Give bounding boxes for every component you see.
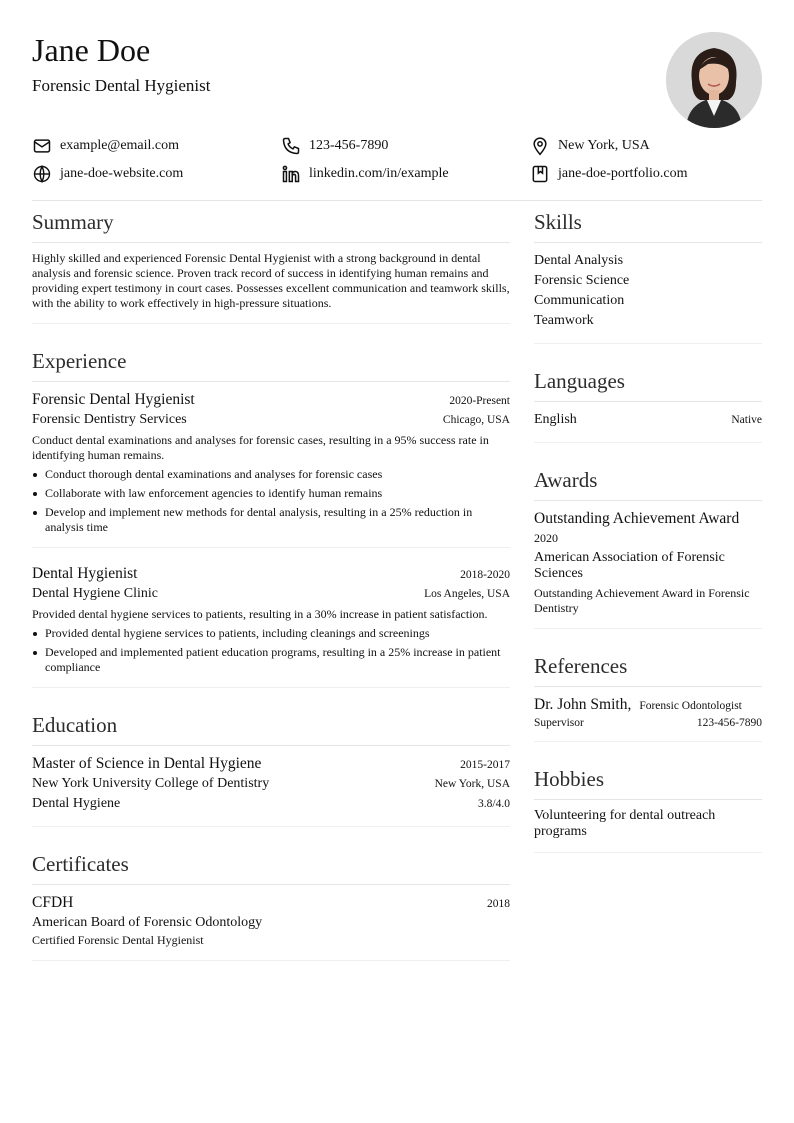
reference-phone: 123-456-7890 — [696, 717, 762, 729]
job-location: Chicago, USA — [442, 414, 510, 426]
job-dates: 2018-2020 — [460, 569, 510, 581]
education-degree: Master of Science in Dental Hygiene — [32, 755, 262, 772]
education-section — [32, 704, 510, 827]
job-location: Los Angeles, USA — [424, 588, 510, 600]
job-bullets — [32, 467, 510, 535]
phone-text: 123-456-7890 — [309, 138, 389, 153]
mail-icon — [32, 136, 52, 156]
reference-relation: Supervisor — [534, 717, 584, 729]
contact-website[interactable] — [32, 164, 281, 184]
references-section — [534, 645, 762, 742]
skill-item: Communication — [534, 293, 625, 308]
avatar-photo — [666, 32, 762, 128]
hobbies-section — [534, 758, 762, 853]
job-bullet: Provided dental hygiene services to patients, including cleanings and screenings — [45, 626, 510, 641]
location-text: New York, USA — [558, 138, 650, 153]
award-name: Outstanding Achievement Award — [534, 510, 740, 527]
experience-item — [32, 564, 510, 688]
portfolio-icon — [530, 164, 550, 184]
job-bullet: Conduct thorough dental examinations and analyses for forensic cases — [45, 467, 510, 482]
references-heading: References — [534, 645, 762, 687]
job-role: Dental Hygienist — [32, 565, 138, 582]
globe-icon — [32, 164, 52, 184]
resume-body — [32, 201, 762, 977]
job-bullet: Develop and implement new methods for dental analysis, resulting in a 25% reduction in analysis time — [45, 505, 510, 535]
reference-name: Dr. John Smith, — [534, 696, 632, 713]
experience-heading: Experience — [32, 340, 510, 382]
language-level: Native — [731, 414, 762, 426]
experience-section — [32, 340, 510, 688]
experience-item — [32, 390, 510, 548]
item-divider — [32, 547, 510, 548]
certificates-section — [32, 843, 510, 961]
phone-icon — [281, 136, 301, 156]
award-year: 2020 — [534, 531, 558, 545]
job-description: Provided dental hygiene services to patients, resulting in a 30% increase in patient satisfaction. — [32, 607, 488, 621]
email-text: example@email.com — [60, 138, 180, 153]
resume-header — [32, 30, 762, 130]
skill-item: Forensic Science — [534, 273, 630, 288]
candidate-title: Forensic Dental Hygienist — [32, 76, 211, 95]
section-divider — [534, 741, 762, 742]
avatar — [666, 32, 762, 128]
hobbies-heading: Hobbies — [534, 758, 762, 800]
job-company: Dental Hygiene Clinic — [32, 586, 158, 601]
section-divider — [534, 628, 762, 629]
certificate-issuer: American Board of Forensic Odontology — [32, 915, 263, 930]
summary-text: Highly skilled and experienced Forensic Dental Hygienist with a strong background in dental analysis and forensic science. Proven track record of success in identifying human remains and providing expert testimony in court cases. Possesses excellent communication and teamwork skills, with the ability to work effectively in high-pressure situations. — [32, 251, 510, 310]
job-bullets — [32, 626, 510, 675]
section-divider — [534, 343, 762, 344]
job-description: Conduct dental examinations and analyses for forensic cases, resulting in a 95% success rate in identifying human remains. — [32, 433, 489, 462]
job-bullet: Developed and implemented patient education programs, resulting in a 25% increase in patient compliance — [45, 645, 510, 675]
skill-item: Teamwork — [534, 313, 594, 328]
candidate-name: Jane Doe — [32, 32, 151, 68]
portfolio-text: jane-doe-portfolio.com — [558, 166, 688, 181]
languages-heading: Languages — [534, 360, 762, 402]
certificates-heading: Certificates — [32, 843, 510, 885]
contact-location — [530, 136, 762, 156]
awards-heading: Awards — [534, 459, 762, 501]
reference-role: Forensic Odontologist — [639, 700, 742, 712]
section-divider — [32, 687, 510, 688]
languages-section — [534, 360, 762, 443]
award-issuer: American Association of Forensic Sciences — [534, 550, 725, 581]
certificate-year: 2018 — [487, 898, 510, 910]
contact-phone[interactable] — [281, 136, 530, 156]
education-dates: 2015-2017 — [460, 759, 510, 771]
skills-section — [534, 201, 762, 344]
education-gpa: 3.8/4.0 — [478, 798, 510, 810]
summary-section — [32, 201, 510, 324]
section-divider — [32, 826, 510, 827]
section-divider — [534, 442, 762, 443]
contact-linkedin[interactable] — [281, 164, 530, 184]
section-divider — [534, 852, 762, 853]
left-column — [32, 201, 510, 977]
education-field: Dental Hygiene — [32, 796, 121, 811]
section-divider — [32, 323, 510, 324]
contact-list — [32, 136, 762, 184]
summary-heading: Summary — [32, 201, 510, 243]
education-school: New York University College of Dentistry — [32, 776, 270, 791]
awards-section — [534, 459, 762, 629]
job-bullet: Collaborate with law enforcement agencies to identify human remains — [45, 486, 510, 501]
education-heading: Education — [32, 704, 510, 746]
certificate-description: Certified Forensic Dental Hygienist — [32, 933, 204, 947]
right-column — [534, 201, 762, 977]
education-location: New York, USA — [434, 778, 510, 790]
website-text: jane-doe-website.com — [60, 166, 184, 181]
skills-heading: Skills — [534, 201, 762, 243]
section-divider — [32, 960, 510, 961]
award-description: Outstanding Achievement Award in Forensic Dentistry — [534, 586, 750, 615]
language-name: English — [534, 412, 577, 427]
job-dates: 2020-Present — [449, 395, 510, 407]
hobby-item: Volunteering for dental outreach programs — [534, 808, 716, 839]
job-company: Forensic Dentistry Services — [32, 412, 187, 427]
job-role: Forensic Dental Hygienist — [32, 391, 195, 408]
certificate-name: CFDH — [32, 894, 74, 911]
linkedin-icon — [281, 164, 301, 184]
skill-item: Dental Analysis — [534, 253, 624, 268]
contact-portfolio[interactable] — [530, 164, 762, 184]
location-pin-icon — [530, 136, 550, 156]
resume-page — [32, 30, 762, 977]
linkedin-text: linkedin.com/in/example — [309, 166, 449, 181]
contact-email[interactable] — [32, 136, 281, 156]
